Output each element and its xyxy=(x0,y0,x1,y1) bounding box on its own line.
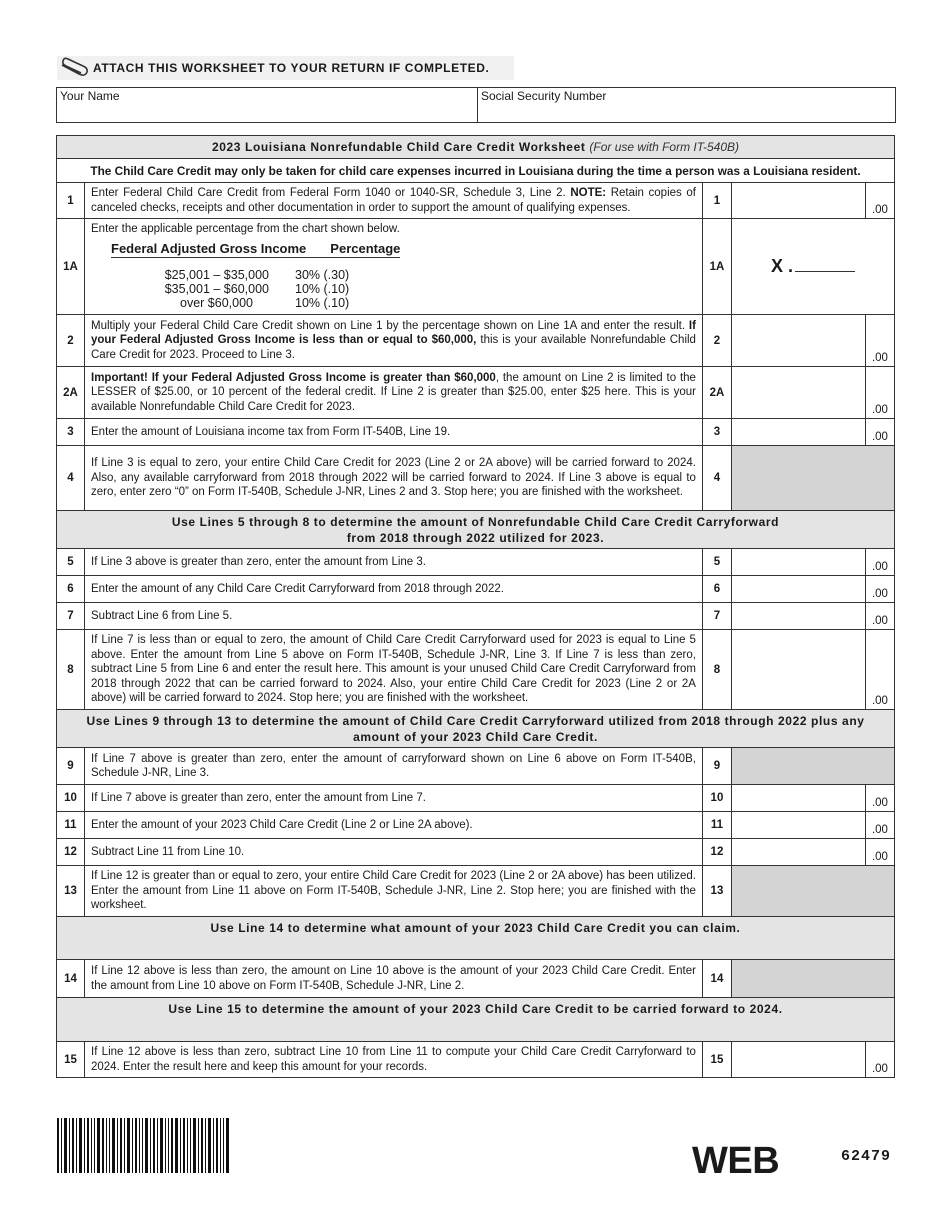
line-ref: 9 xyxy=(702,748,731,785)
shaded-area xyxy=(731,866,894,917)
line-1a-percentage-input[interactable]: X . xyxy=(731,219,894,315)
cents: .00 xyxy=(865,576,894,603)
line-ref: 1A xyxy=(702,219,731,315)
line-13-row xyxy=(57,866,895,917)
line-number: 13 xyxy=(57,866,85,917)
line-description: If Line 3 is equal to zero, your entire Child Care Credit for 2023 (Line 2 or 2A above) will be carried forward to 2024. Also, any available carryforward from 2018 through 2022 will be carried forward to 2024. If Line 3 above is equal to zero, enter zero “0” on Form IT-540B, Schedule J-NR, Lines 2 and 3. Stop here; you are finished with the worksheet. xyxy=(85,446,703,511)
line-10-amount[interactable] xyxy=(731,785,865,812)
line-ref: 14 xyxy=(702,960,731,998)
line-description: Enter the amount of Louisiana income tax from Form IT-540B, Line 19. xyxy=(85,419,703,446)
line-10-row xyxy=(57,785,895,812)
line-description: Important! If your Federal Adjusted Gross Income is greater than $60,000, the amount on Line 2 is limited to the LESSER of $25.00, or 10 percent of the federal credit. If Line 2 is greater than $25.00, enter $25 here. This is your available Nonrefundable Child Care Credit for 2023. xyxy=(85,367,703,419)
line-5-row xyxy=(57,549,895,576)
line-ref: 4 xyxy=(702,446,731,511)
cents: .00 xyxy=(865,419,894,446)
line-number: 11 xyxy=(57,812,85,839)
line-9-row xyxy=(57,748,895,785)
line-2-amount[interactable] xyxy=(731,315,865,367)
section-header: Use Line 14 to determine what amount of your 2023 Child Care Credit you can claim. xyxy=(57,917,895,960)
cents: .00 xyxy=(865,785,894,812)
taxpayer-info xyxy=(56,87,896,123)
line-number: 2 xyxy=(57,315,85,367)
line-number: 5 xyxy=(57,549,85,576)
line-number: 12 xyxy=(57,839,85,866)
line-description: If Line 12 is greater than or equal to zero, your entire Child Care Credit for 2023 (Line 2 or 2A above) has been utilized. Enter the amount from Line 11 above on Form IT-540B, Schedule J-NR, Line 2. Stop here; you are finished with the worksheet. xyxy=(85,866,703,917)
line-7-amount[interactable] xyxy=(731,603,865,630)
line-ref: 1 xyxy=(702,183,731,219)
line-number: 4 xyxy=(57,446,85,511)
cents: .00 xyxy=(865,367,894,419)
shaded-area xyxy=(731,960,894,998)
line-12-amount[interactable] xyxy=(731,839,865,866)
line-description: If Line 7 above is greater than zero, enter the amount from Line 7. xyxy=(85,785,703,812)
line-1-row xyxy=(57,183,895,219)
line-number: 6 xyxy=(57,576,85,603)
cents: .00 xyxy=(865,603,894,630)
line-ref: 15 xyxy=(702,1042,731,1078)
line-description: Subtract Line 6 from Line 5. xyxy=(85,603,703,630)
line-15-row xyxy=(57,1042,895,1078)
line-ref: 2 xyxy=(702,315,731,367)
line-12-row xyxy=(57,839,895,866)
line-8-row xyxy=(57,630,895,710)
section-header: Use Lines 5 through 8 to determine the amount of Nonrefundable Child Care Credit Carryforward from 2018 through 2022 utilized for 2023. xyxy=(57,511,895,549)
line-number: 8 xyxy=(57,630,85,710)
section-header: Use Line 15 to determine the amount of your 2023 Child Care Credit to be carried forward to 2024. xyxy=(57,998,895,1042)
line-number: 7 xyxy=(57,603,85,630)
line-number: 15 xyxy=(57,1042,85,1078)
line-1-amount[interactable] xyxy=(731,183,865,219)
shaded-area xyxy=(731,748,894,785)
line-ref: 10 xyxy=(702,785,731,812)
paperclip-icon xyxy=(59,57,89,79)
chart-row: $35,001 – $60,000 10% (.10) xyxy=(164,282,350,296)
web-label: WEB xyxy=(692,1140,780,1182)
line-2a-row xyxy=(57,367,895,419)
line-ref: 2A xyxy=(702,367,731,419)
line-11-row xyxy=(57,812,895,839)
line-number: 10 xyxy=(57,785,85,812)
line-6-row xyxy=(57,576,895,603)
line-description: Enter the amount of any Child Care Credit Carryforward from 2018 through 2022. xyxy=(85,576,703,603)
line-ref: 3 xyxy=(702,419,731,446)
cents: .00 xyxy=(865,183,894,219)
ssn-label: Social Security Number xyxy=(481,89,607,103)
line-3-amount[interactable] xyxy=(731,419,865,446)
line-14-row xyxy=(57,960,895,998)
line-2-row xyxy=(57,315,895,367)
line-6-amount[interactable] xyxy=(731,576,865,603)
line-1a-row xyxy=(57,219,895,315)
line-number: 3 xyxy=(57,419,85,446)
cents: .00 xyxy=(865,315,894,367)
line-3-row xyxy=(57,419,895,446)
line-15-amount[interactable] xyxy=(731,1042,865,1078)
your-name-label: Your Name xyxy=(60,89,120,103)
line-description: If Line 7 is less than or equal to zero, the amount of Child Care Credit Carryforward used for 2023 is equal to Line 5 above. Enter the amount from Line 5 above on Form IT-540B, Schedule J-NR, Line 3. If Line 7 is less than zero, subtract Line 5 from Line 6 and enter the result here. This amount is your unused Child Care Credit Carryforward from 2018 through 2022 that can be carried forward to 2024. Also, your entire Child Care Credit for 2023 (Line 2 or 2A above) will be carried forward to 2024. Stop here; you are finished with the worksheet. xyxy=(85,630,703,710)
line-description: Enter the applicable percentage from the chart shown below. Federal Adjusted Gross Income Percentage $25,001 – $35,000 30% (.30) $35,001 – $60,000 10% (.10) over $60,000 10% (.10) xyxy=(85,219,703,315)
line-2a-amount[interactable] xyxy=(731,367,865,419)
line-description: Enter Federal Child Care Credit from Federal Form 1040 or 1040-SR, Schedule 3, Line 2. NOTE: Retain copies of canceled checks, receipts and other documentation in order to support the amount of qualifying expenses. xyxy=(85,183,703,219)
chart-row: over $60,000 10% (.10) xyxy=(180,296,350,310)
line-number: 1A xyxy=(57,219,85,315)
line-description: Enter the amount of your 2023 Child Care Credit (Line 2 or Line 2A above). xyxy=(85,812,703,839)
barcode-icon xyxy=(57,1118,229,1173)
line-ref: 8 xyxy=(702,630,731,710)
line-description: If Line 3 above is greater than zero, enter the amount from Line 3. xyxy=(85,549,703,576)
line-ref: 5 xyxy=(702,549,731,576)
line-number: 2A xyxy=(57,367,85,419)
cents: .00 xyxy=(865,1042,894,1078)
line-ref: 6 xyxy=(702,576,731,603)
line-7-row xyxy=(57,603,895,630)
line-number: 1 xyxy=(57,183,85,219)
line-ref: 7 xyxy=(702,603,731,630)
line-description: If Line 12 above is less than zero, the amount on Line 10 above is the amount of your 2023 Child Care Credit. Enter the amount from Line 10 above on Form IT-540B, Schedule J-NR, Line 2. xyxy=(85,960,703,998)
worksheet-subtitle: (For use with Form IT-540B) xyxy=(589,140,739,154)
line-ref: 12 xyxy=(702,839,731,866)
line-8-amount[interactable] xyxy=(731,630,865,710)
line-description: If Line 7 above is greater than zero, enter the amount of carryforward shown on Line 6 above on Form IT-540B, Schedule J-NR, Line 3. xyxy=(85,748,703,785)
line-description: If Line 12 above is less than zero, subtract Line 10 from Line 11 to compute your Child Care Credit Carryforward to 2024. Enter the result here and keep this amount for your records. xyxy=(85,1042,703,1078)
ssn-field[interactable] xyxy=(477,88,895,122)
worksheet-intro: The Child Care Credit may only be taken for child care expenses incurred in Louisiana during the time a person was a Louisiana resident. xyxy=(57,159,895,183)
cents: .00 xyxy=(865,549,894,576)
cents: .00 xyxy=(865,630,894,710)
line-number: 9 xyxy=(57,748,85,785)
line-description: Subtract Line 11 from Line 10. xyxy=(85,839,703,866)
cents: .00 xyxy=(865,839,894,866)
shaded-area xyxy=(731,446,894,511)
your-name-field[interactable] xyxy=(57,88,477,122)
percentage-chart-header: Federal Adjusted Gross Income Percentage xyxy=(111,242,696,259)
worksheet-table xyxy=(56,135,895,1078)
line-11-amount[interactable] xyxy=(731,812,865,839)
line-ref: 11 xyxy=(702,812,731,839)
attach-notice xyxy=(57,56,514,80)
line-description: Multiply your Federal Child Care Credit shown on Line 1 by the percentage shown on Line 1A and enter the result. If your Federal Adjusted Gross Income is less than or equal to $60,000, this is your available Nonrefundable Child Care Credit for 2023. Proceed to Line 3. xyxy=(85,315,703,367)
form-number: 62479 xyxy=(841,1148,892,1165)
worksheet-title: 2023 Louisiana Nonrefundable Child Care Credit Worksheet (For use with Form IT-540B) xyxy=(57,136,895,159)
line-number: 14 xyxy=(57,960,85,998)
chart-row: $25,001 – $35,000 30% (.30) xyxy=(164,268,350,282)
line-5-amount[interactable] xyxy=(731,549,865,576)
cents: .00 xyxy=(865,812,894,839)
line-ref: 13 xyxy=(702,866,731,917)
attach-notice-text: ATTACH THIS WORKSHEET TO YOUR RETURN IF COMPLETED. xyxy=(93,61,490,75)
line-4-row xyxy=(57,446,895,511)
section-header: Use Lines 9 through 13 to determine the amount of Child Care Credit Carryforward utilized from 2018 through 2022 plus any amount of your 2023 Child Care Credit. xyxy=(57,710,895,748)
